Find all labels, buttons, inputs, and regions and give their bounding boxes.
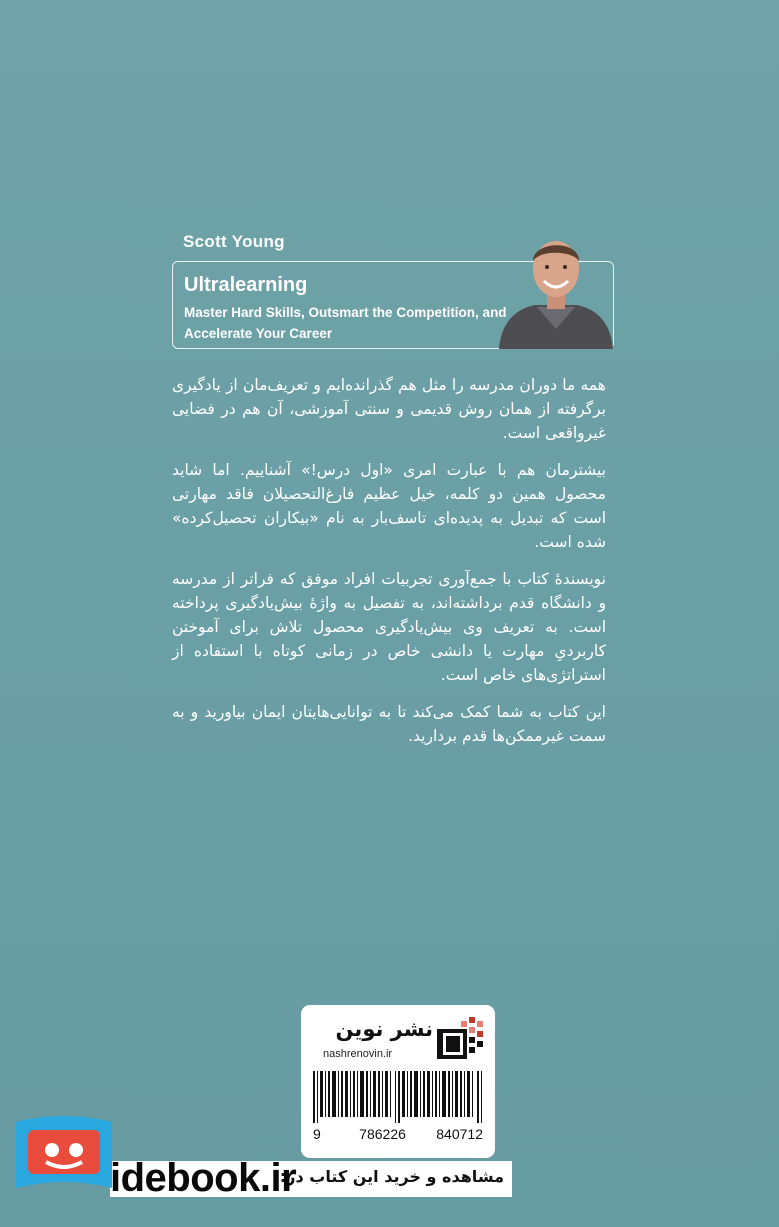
book-title: Ultralearning [184,274,308,296]
book-subtitle: Master Hard Skills, Outsmart the Competition, and Accelerate Your Career [184,305,507,341]
watermark-caption: مشاهده و خرید این کتاب در: [279,1167,504,1186]
watermark-book-icon [8,1112,120,1220]
publisher-name: نشر نوین [335,1017,433,1041]
isbn-group-1: 786226 [359,1126,406,1142]
blurb-paragraph: نویسندهٔ کتاب با جمع‌آوری تجربیات افراد موفق که فراتر از مدرسه و دانشگاه قدم برداشته‌اند، به تفصیل به واژهٔ بیش‌یادگیری پرداخته است. به تعریف وی بیش‌یادگیری محصول تلاش برای آموختن کاربردیِ مهارت یا دانشی خاص در زمانی کوتاه با استفاده از استراتژی‌های خاص است. [172,570,606,684]
blurb-paragraph: این کتاب به شما کمک می‌کند تا به توانایی‌هایتان ایمان بیاورید و به سمت غیرممکن‌ها قدم بردارید. [172,703,606,745]
publisher-logo-icon [435,1015,485,1061]
isbn-prefix: 9 [313,1126,321,1142]
isbn-number [313,1126,483,1142]
isbn-barcode [313,1071,483,1123]
watermark-brand[interactable]: idebook.ir [110,1156,297,1200]
blurb-paragraph: بیشترمان هم با عبارت امری «اول درس!» آشناییم. اما شاید محصول همین دو کلمه، خیل عظیم فارغ‌التحصیلان فاقد مهارتی است که تبدیل به پدیده‌ای تاسف‌بار به نام «بیکاران تحصیل‌کرده» شده است. [172,461,606,551]
blurb-paragraph: همه ما دوران مدرسه را مثل هم گذرانده‌ایم و تعریف‌مان از یادگیری برگرفته از همان روش قدیمی و سنتی آموزشی، آن هم در فضایی غیرواقعی است. [172,376,606,442]
back-cover-blurb [172,373,606,761]
publisher-barcode-panel [301,1005,495,1158]
isbn-group-2: 840712 [436,1126,483,1142]
author-name: Scott Young [183,232,285,251]
author-photo [497,235,615,349]
publisher-website: nashrenovin.ir [323,1048,393,1060]
